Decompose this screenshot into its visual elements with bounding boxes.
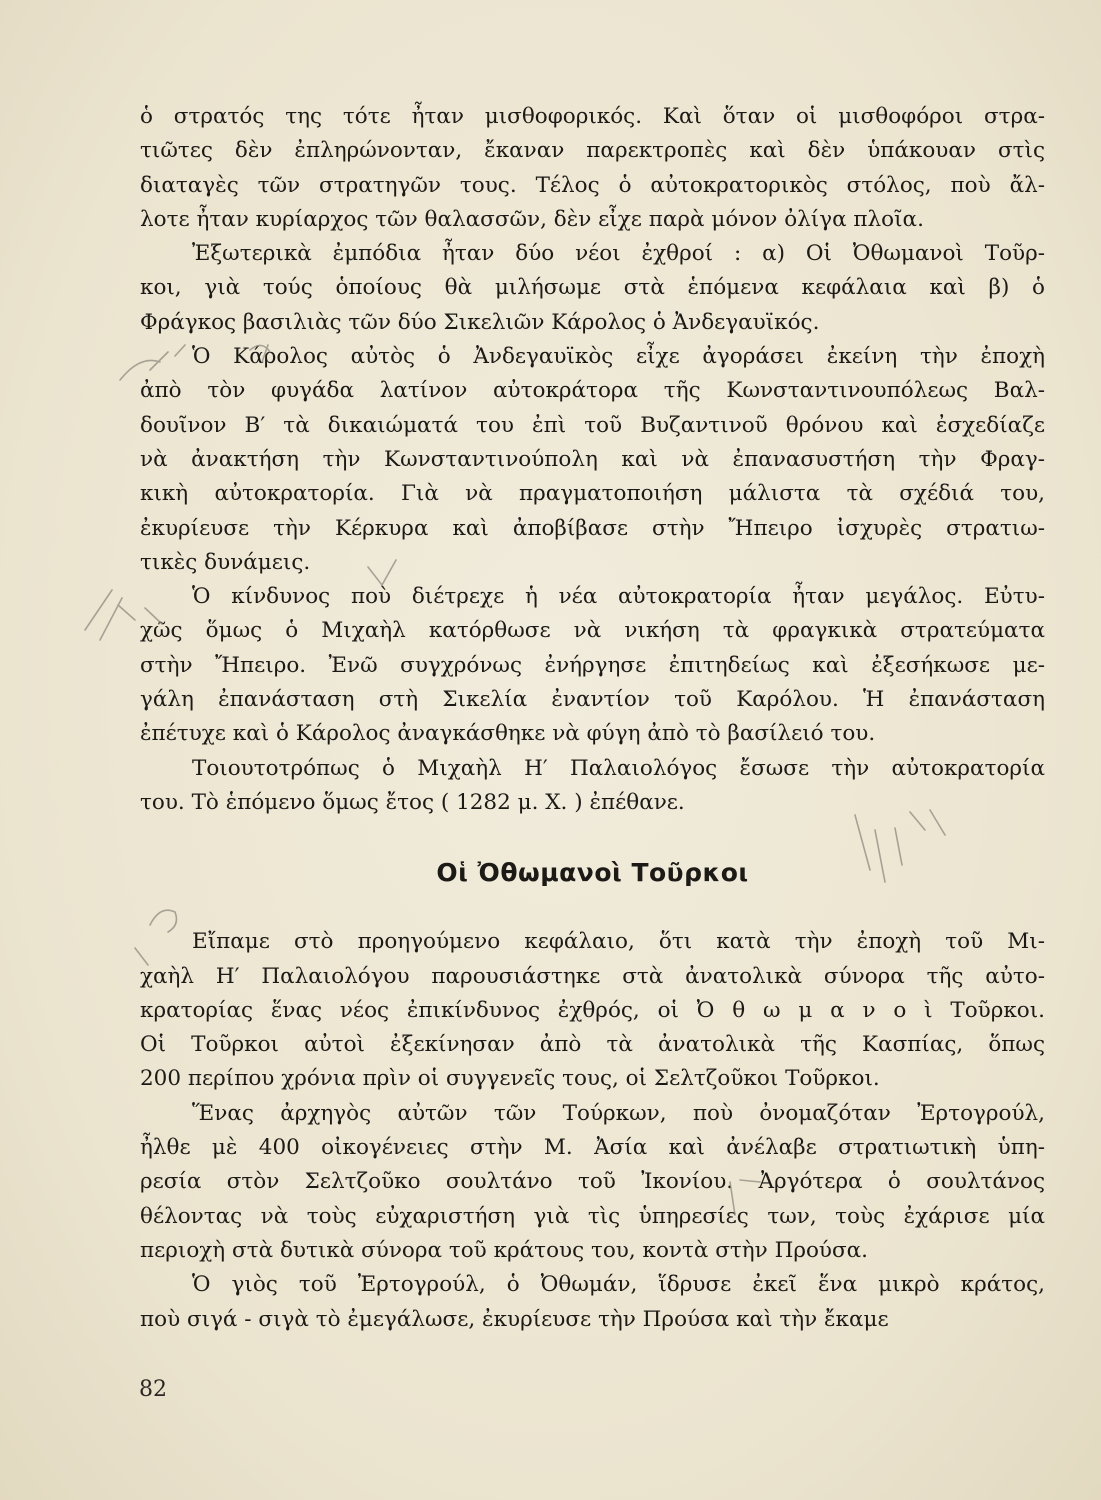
text-line: νὰ ἀνακτήση τὴν Κωνσταντινούπολη καὶ νὰ ἐπανασυστήση τὴν Φραγ- <box>140 446 1045 472</box>
text-line: χαὴλ Η′ Παλαιολόγου παρουσιάστηκε στὰ ἀνατολικὰ σύνορα τῆς αὐτο- <box>140 963 1045 989</box>
paragraph <box>140 580 1045 751</box>
text-line: Ὁ Κάρολος αὐτὸς ὁ Ἀνδεγαυϊκὸς εἶχε ἀγοράσει ἐκείνη τὴν ἐποχὴ <box>192 344 1045 370</box>
text-line: λοτε ἦταν κυρίαρχος τῶν θαλασσῶν, δὲν εἶχε παρὰ μόνον ὀλίγα πλοῖα. <box>140 206 924 232</box>
text-line: κικὴ αὐτοκρατορία. Γιὰ νὰ πραγματοποιήση μάλιστα τὰ σχέδιά του, <box>140 481 1045 507</box>
text-line: Ὁ κίνδυνος ποὺ διέτρεχε ἡ νέα αὐτοκρατορία ἦταν μεγάλος. Εὐτυ- <box>192 584 1045 610</box>
paragraph <box>140 340 1045 580</box>
text-line: Οἱ Τοῦρκοι αὐτοὶ ἐξεκίνησαν ἀπὸ τὰ ἀνατολικὰ τῆς Κασπίας, ὅπως <box>140 1032 1045 1058</box>
section-heading: Οἱ Ὀθωμανοὶ Τοῦρκοι <box>436 858 749 888</box>
text-line: ἐπέτυχε καὶ ὁ Κάρολος ἀναγκάσθηκε νὰ φύγη ἀπὸ τὸ βασίλειό του. <box>140 721 876 747</box>
text-line: Τοιουτοτρόπως ὁ Μιχαὴλ Η′ Παλαιολόγος ἔσωσε τὴν αὐτοκρατορία <box>192 755 1045 781</box>
text-line: περιοχὴ στὰ δυτικὰ σύνορα τοῦ κράτους του, κοντὰ στὴν Προύσα. <box>140 1237 869 1263</box>
paragraph <box>140 752 1045 821</box>
text-line: τιῶτες δὲν ἐπληρώνονταν, ἔκαναν παρεκτροπὲς καὶ δὲν ὑπάκουαν στὶς <box>140 138 1045 164</box>
text-line: γάλη ἐπανάσταση στὴ Σικελία ἐναντίον τοῦ Καρόλου. Ἡ ἐπανάσταση <box>140 687 1045 713</box>
text-line: ὁ στρατός της τότε ἦταν μισθοφορικός. Καὶ ὅταν οἱ μισθοφόροι στρα- <box>140 104 1045 129</box>
heading-wrap <box>140 820 1045 925</box>
text-line: ποὺ σιγά - σιγὰ τὸ ἐμεγάλωσε, ἐκυρίευσε τὴν Προύσα καὶ τὴν ἔκαμε <box>140 1306 889 1332</box>
paragraph <box>140 925 1045 1096</box>
text-line: του. Τὸ ἑπόμενο ὅμως ἔτος ( 1282 μ. Χ. ) ἐπέθανε. <box>140 789 685 815</box>
text-line: τικὲς δυνάμεις. <box>140 549 311 575</box>
text-line: 200 περίπου χρόνια πρὶν οἱ συγγενεῖς τους, οἱ Σελτζοῦκοι Τοῦρκοι. <box>140 1066 880 1092</box>
text-line: δουῖνον Β′ τὰ δικαιώματά του ἐπὶ τοῦ Βυζαντινοῦ θρόνου καὶ ἐσχεδίαζε <box>140 412 1045 438</box>
text-line: στὴν Ἤπειρο. Ἐνῶ συγχρόνως ἐνήργησε ἐπιτηδείως καὶ ἐξεσήκωσε με- <box>140 652 1045 678</box>
text-line: χῶς ὅμως ὁ Μιχαὴλ κατόρθωσε νὰ νικήση τὰ φραγκικὰ στρατεύματα <box>140 618 1045 644</box>
text-line: Φράγκος βασιλιὰς τῶν δύο Σικελιῶν Κάρολος ὁ Ἀνδεγαυϊκός. <box>140 309 820 335</box>
text-line: Ἐξωτερικὰ ἐμπόδια ἦταν δύο νέοι ἐχθροί : α) Οἱ Ὀθωμανοὶ Τοῦρ- <box>192 241 1045 267</box>
text-line: ρεσία στὸν Σελτζοῦκο σουλτάνο τοῦ Ἰκονίου. Ἀργότερα ὁ σουλτάνος <box>140 1169 1045 1195</box>
pencil-mark-4 <box>85 590 135 640</box>
text-line: διαταγὲς τῶν στρατηγῶν τους. Τέλος ὁ αὐτοκρατορικὸς στόλος, ποὺ ἄλ- <box>140 172 1045 198</box>
paragraph <box>140 100 1045 237</box>
text-line: θέλοντας νὰ τοὺς εὐχαριστήση γιὰ τὶς ὑπηρεσίες των, τοὺς ἐχάρισε μία <box>140 1203 1045 1229</box>
page-body <box>140 100 1045 1337</box>
section-before-heading <box>140 100 1045 820</box>
text-line: Εἴπαμε στὸ προηγούμενο κεφάλαιο, ὅτι κατὰ τὴν ἐποχὴ τοῦ Μι- <box>192 929 1045 955</box>
text-line: κρατορίας ἕνας νέος ἐπικίνδυνος ἐχθρός, οἱ Ὀ θ ω μ α ν ο ὶ Τοῦρκοι. <box>140 997 1045 1023</box>
text-line: κοι, γιὰ τούς ὁποίους θὰ μιλήσωμε στὰ ἑπόμενα κεφάλαια καὶ β) ὁ <box>140 275 1045 301</box>
section-after-heading <box>140 925 1045 1337</box>
text-line: Ὁ γιὸς τοῦ Ἐρτογρούλ, ὁ Ὀθωμάν, ἵδρυσε ἐκεῖ ἕνα μικρὸ κράτος, <box>192 1272 1045 1298</box>
paragraph <box>140 237 1045 340</box>
text-line: Ἕνας ἀρχηγὸς αὐτῶν τῶν Τούρκων, ποὺ ὀνομαζόταν Ἐρτογρούλ, <box>192 1100 1045 1126</box>
text-line: ἐκυρίευσε τὴν Κέρκυρα καὶ ἀποβίβασε στὴν Ἤπειρο ἰσχυρὲς στρατιω- <box>140 515 1045 541</box>
page-number: 82 <box>139 1377 167 1402</box>
text-line: ἦλθε μὲ 400 οἰκογένειες στὴν Μ. Ἀσία καὶ ἀνέλαβε στρατιωτικὴ ὑπη- <box>140 1135 1045 1161</box>
paragraph <box>140 1097 1045 1268</box>
text-line: ἀπὸ τὸν φυγάδα λατίνον αὐτοκράτορα τῆς Κωνσταντινουπόλεως Βαλ- <box>140 378 1045 404</box>
paragraph <box>140 1268 1045 1337</box>
